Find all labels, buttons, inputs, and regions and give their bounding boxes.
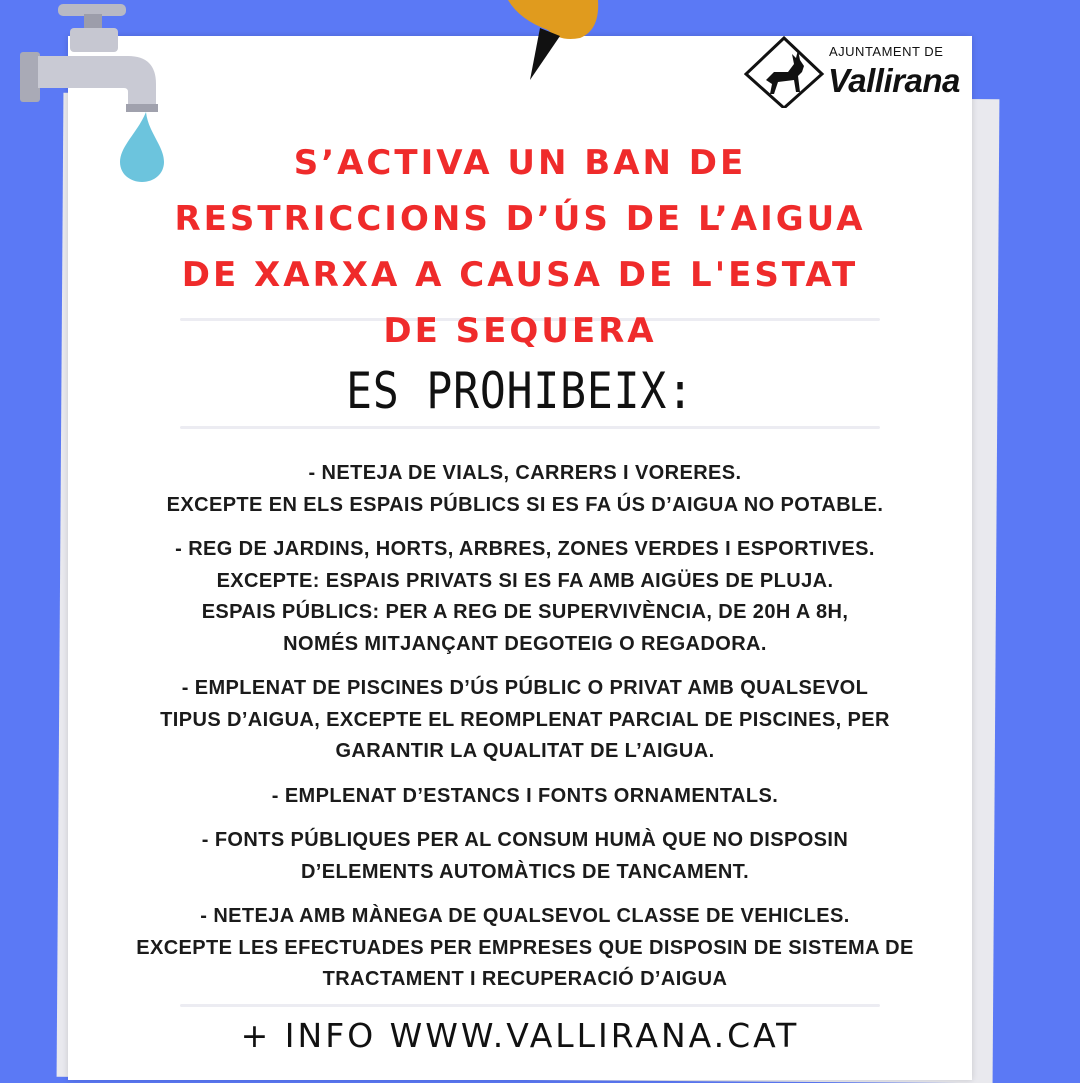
rule-line: - NETEJA AMB MÀNEGA DE QUALSEVOL CLASSE DE VEHICLES. — [200, 905, 850, 927]
list-item — [100, 901, 950, 996]
logo-line-1: AJUNTAMENT DE — [829, 44, 944, 59]
list-item — [100, 534, 950, 660]
rule-line: D’ELEMENTS AUTOMÀTICS DE TANCAMENT. — [300, 860, 750, 883]
rule-line: - NETEJA DE VIALS, CARRERS I VORERES. — [308, 462, 742, 484]
title-line: RESTRICCIONS D’ÚS DE L’AIGUA — [174, 199, 866, 239]
rule-line: TRACTAMENT I RECUPERACIÓ D’AIGUA — [322, 968, 728, 990]
push-pin-icon — [500, 0, 610, 90]
info-link[interactable]: + INFO WWW.VALLIRANA.CAT — [240, 1016, 800, 1055]
rule-line: EXCEPTE LES EFECTUADES PER EMPRESES QUE DISPOSIN DE SISTEMA DE — [136, 936, 914, 959]
title-line: S’ACTIVA UN BAN DE — [293, 143, 747, 183]
list-item — [100, 825, 950, 888]
title-line: DE SEQUERA — [383, 311, 657, 351]
list-item — [100, 781, 950, 813]
prohibited-heading: ES PROHIBEIX: — [346, 362, 694, 420]
rule-line: ESPAIS PÚBLICS: PER A REG DE SUPERVIVÈNCIA, DE 20H A 8H, — [201, 601, 849, 623]
rule-line: EXCEPTE EN ELS ESPAIS PÚBLICS SI ES FA ÚS D’AIGUA NO POTABLE. — [166, 493, 884, 516]
notice-title — [80, 135, 960, 359]
title-line: DE XARXA A CAUSA DE L'ESTAT — [181, 255, 859, 295]
rule-line: GARANTIR LA QUALITAT DE L’AIGUA. — [335, 740, 715, 762]
paper-rule-line — [180, 426, 880, 429]
logo-line-2: Vallirana — [828, 62, 960, 99]
rule-line: NOMÉS MITJANÇANT DEGOTEIG O REGADORA. — [283, 632, 767, 655]
rule-line: - EMPLENAT DE PISCINES D’ÚS PÚBLIC O PRIVAT AMB QUALSEVOL — [181, 677, 869, 699]
list-item — [100, 673, 950, 768]
restrictions-list — [100, 458, 950, 1009]
rule-line: - REG DE JARDINS, HORTS, ARBRES, ZONES VERDES I ESPORTIVES. — [175, 538, 875, 560]
rule-line: - EMPLENAT D’ESTANCS I FONTS ORNAMENTALS. — [271, 784, 779, 807]
rule-line: TIPUS D’AIGUA, EXCEPTE EL REOMPLENAT PARCIAL DE PISCINES, PER — [160, 708, 890, 731]
list-item — [100, 458, 950, 521]
rule-line: - FONTS PÚBLIQUES PER AL CONSUM HUMÀ QUE NO DISPOSIN — [201, 829, 849, 851]
rule-line: EXCEPTE: ESPAIS PRIVATS SI ES FA AMB AIGÜES DE PLUJA. — [216, 569, 834, 592]
